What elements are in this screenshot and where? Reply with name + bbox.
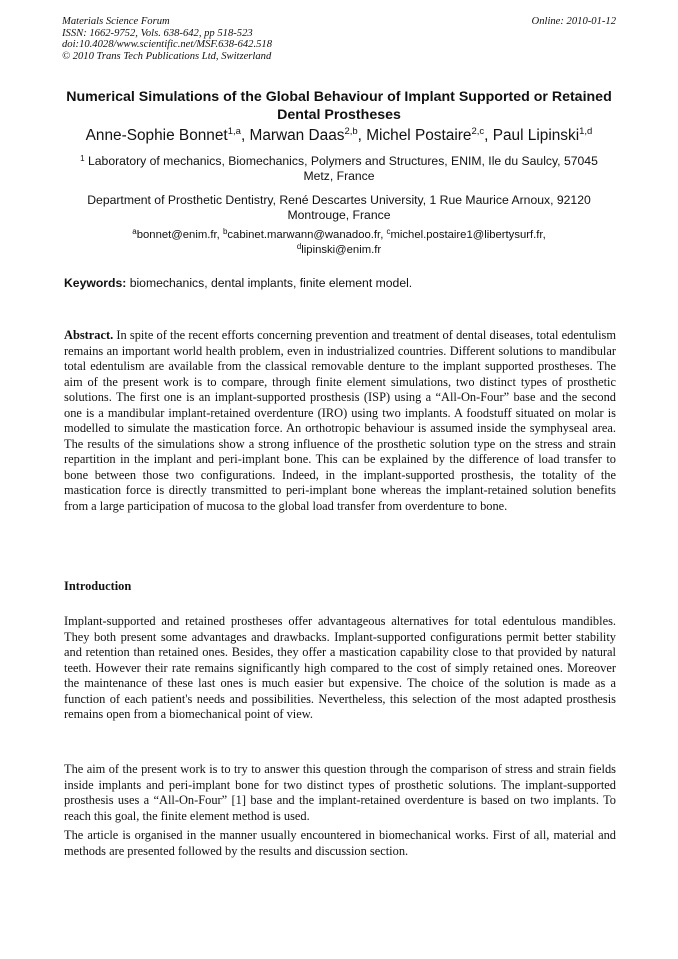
author: Marwan Daas$^{2,b}$, (249, 126, 362, 144)
author: Michel Postaire$^{2,c}$, (366, 126, 489, 144)
doi-line: doi:10.4028/www.scientific.net/MSF.638-642.518 (62, 39, 272, 51)
abstract: Abstract. In spite of the recent efforts concerning prevention and treatment of dental diseases, total edentulism remains an important world health problem, even in industrialized countries. Different solutions to mandibular total edentulism are available from the classical removable denture to the implant supported prostheses. The aim of the present work is to compare, through finite element simulations, two distinct types of prosthetic solutions. The first one is an implant-supported prosthesis (ISP) using a “All-On-Four” base and the second one is a mandibular implant-retained overdenture (IRO) using two implants. A foodstuff situated on molar is modelled to simulate the mastication force. An orthotropic behaviour is assumed inside the symphyseal area. The results of the simulations show a strong influence of the prosthetic solution type on the stress and strain repartition in the implant and peri-implant bone. This can be explained by the difference of load transfer to bone between those two configurations. Indeed, in the implant-supported prosthesis, the totality of the mastication force is directly transmitted to peri-implant bone whereas the implant-retained solution benefits from a large participation of mucosa to the global load transfer from overdenture to bone. (64, 328, 616, 513)
author-list (40, 126, 638, 146)
paper-title: Numerical Simulations of the Global Behaviour of Implant Supported or Retained Dental Prostheses (66, 89, 612, 123)
body-paragraph: The article is organised in the manner usually encountered in biomechanical works. First of all, material and methods are presented followed by the results and discussion section. (64, 828, 616, 858)
affiliation-2: Department of Prosthetic Dentistry, René Descartes University, 1 Rue Maurice Arnoux, 92120 Montrouge, France (87, 193, 591, 222)
affiliation-1: $^1$ Laboratory of mechanics, Biomechanics, Polymers and Structures, ENIM, Ile du Saulcy, 57045 Metz, France (80, 154, 598, 183)
body-paragraph: Implant-supported and retained prostheses offer advantageous alternatives for total edentulous mandibles. They both present some advantages and drawbacks. Implant-supported configurations permit better stability and retention than retained ones. Besides, they offer a mastication capability close to that provided by natural teeth. However their rate remains significantly high compared to the cost of simply retained ones. Moreover the maintenance of these last ones is much easier but expensive. The choice of the solution is made as a function of each patient's needs and possibilities. Nevertheless, this selection of the most adapted prosthesis remains open from a biomechanical point of view. (64, 614, 616, 721)
keywords: Keywords: biomechanics, dental implants, finite element model. (64, 276, 413, 290)
body-paragraph: The aim of the present work is to try to answer this question through the comparison of stress and strain fields inside implants and peri-implant bone for two distinct types of prosthetic solutions. The implant-supported prosthesis uses a “All-On-Four” [1] base and the implant-retained overdenture is based on two implants. To reach this goal, the finite element method is used. (64, 762, 616, 823)
online-date: Online: 2010-01-12 (531, 16, 616, 27)
author: Anne-Sophie Bonnet$^{1,a}$, (85, 126, 246, 144)
section-heading: Introduction (64, 579, 132, 593)
author: Paul Lipinski$^{1,d}$ (492, 126, 593, 144)
journal-name: Materials Science Forum (62, 16, 170, 27)
copyright-line: © 2010 Trans Tech Publications Ltd, Switzerland (62, 50, 272, 62)
abstract-label: Abstract. (64, 328, 114, 342)
keywords-label: Keywords: (64, 276, 127, 290)
email-list: $^a$bonnet@enim.fr, $^b$cabinet.marwann@wanadoo.fr, $^c$michel.postaire1@libertysurf.fr, $^d$lipinski@enim.fr (132, 227, 546, 256)
journal-header (62, 16, 616, 62)
issn-line: ISSN: 1662-9752, Vols. 638-642, pp 518-523 (62, 27, 253, 39)
